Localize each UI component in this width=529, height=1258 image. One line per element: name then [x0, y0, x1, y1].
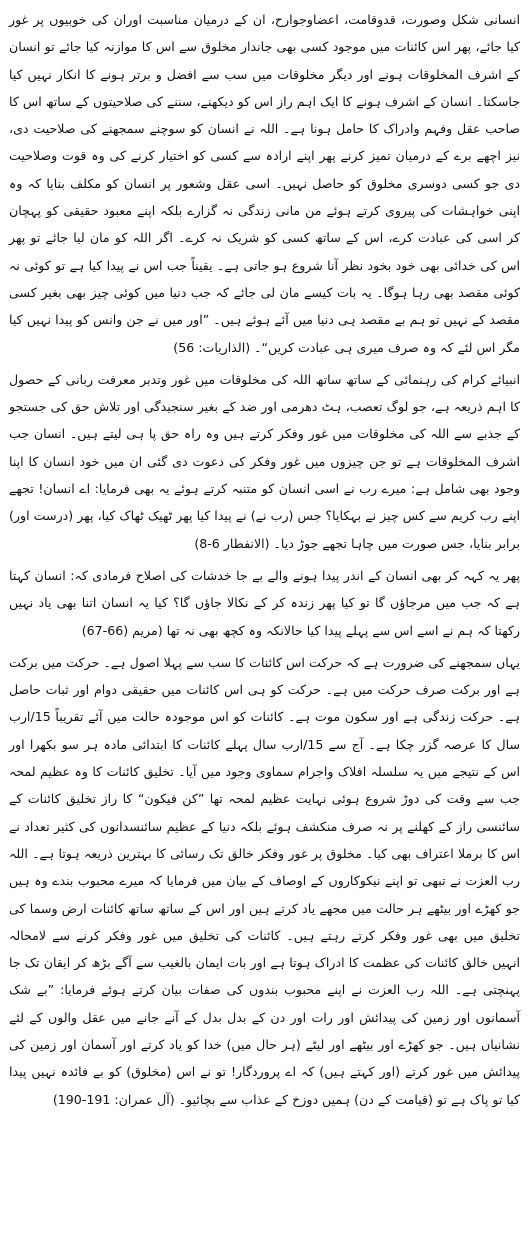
paragraph-prophets-guidance: انبیائے کرام کی رہنمائی کے ساتھ ساتھ اللہ کی مخلوقات میں غور وتدبر معرفت ربانی کے حصول کا اہم ذریعہ ہے، جو لوگ تعصب، ہٹ دھرمی اور ضد کے بغیر سنجیدگی اور تلاش حق کی جستجو کے جذبے سے اللہ کی مخلوقات میں غور وفکر کرتے ہیں وہ راہ حق پا ہی لیتے ہیں۔ انسان جب اشرف المخلوقات ہے تو جن چیزوں میں غور وفکر کی دعوت دی گئی ان میں خود انسان کا اپنا وجود بھی شامل ہے: میرے رب نے اسی انسان کو متنبہ کرتے ہوئے یہ بھی فرمایا: اے انسان! تجھے اپنے رب کریم سے کس چیز نے بہکایا؟ جس (رب نے) نے پیدا کیا پھر ٹھیک ٹھاک کیا، پھر (درست اور) برابر بنایا، جس صورت میں چاہا تجھے جوڑ دیا۔ (الانفطار 6-8): [9, 371, 520, 551]
paragraph-resurrection: پھر یہ کہہ کر بھی انسان کے اندر پیدا ہونے والے بے جا خدشات کی اصلاح فرمادی کہ: انسان کہتا ہے کہ جب میں مرجاؤں گا تو کیا پھر زندہ کر کے نکالا جاؤں گا؟ کیا یہ انسان اتنا بھی یاد نہیں رکھتا کہ ہم نے اسے اس سے پہلے پیدا کیا حالانکہ وہ کچھ بھی نہ تھا (مریم (66-67): [9, 567, 520, 638]
paragraph-motion-universe: یہاں سمجھنے کی ضرورت ہے کہ حرکت اس کائنات کا سب سے پہلا اصول ہے۔ حرکت میں برکت ہے اور برکت صرف حرکت میں ہے۔ حرکت کو ہی اس کائنات میں حقیقی دوام اور ثبات حاصل ہے۔ حرکت زندگی ہے اور سکون موت ہے۔ کائنات کو اس موجودہ حالت میں آئے تقریباً 15/ارب سال کا عرصہ گزر چکا ہے۔ آج سے 15/ارب سال پہلے کائنات کا ابتدائی مادہ ہر سو بکھرا اور اس کے نتیجے میں یہ سلسلہ افلاک واجرام سماوی وجود میں آیا۔ تخلیق کائنات کا وہ عظیم لمحہ جب سے وقت کی دوڑ شروع ہوئی نہایت عظیم لمحہ تھا ”کن فیکون“ کا راز تخلیق کائنات کے سائنسی راز کے کھلنے پر نہ صرف منکشف ہوئے بلکہ دنیا کے عظیم سائنسدانوں کی کثیر تعداد نے اس کا برملا اعتراف بھی کیا۔ مخلوق پر غور وفکر خالق تک رسائی کا بہترین ذریعہ ہوتا ہے۔ اللہ رب العزت نے تبھی تو اپنے نیکوکاروں کے اوصاف کے بیان میں فرمایا کہ میرے محبوب بندے وہ ہیں جو کھڑے اور بیٹھے ہر حالت میں مجھے یاد کرتے ہیں اور اس کے ساتھ ساتھ کائنات ارض وسما کی تخلیق میں بھی غور وفکر کرتے رہتے ہیں۔ کائنات کی تخلیق میں غور وفکر کرنے سے لامحالہ انہیں خالق کائنات کی عظمت کا ادراک ہوتا ہے اور بات ایمان بالغیب سے آگے بڑھ کر ایقان تک جا پہنچتی ہے۔ اللہ رب العزت نے اپنے محبوب بندوں کی صفات بیان کرتے ہوئے فرمایا: ”بے شک آسمانوں اور زمین کی پیدائش اور رات اور دن کے بدل بدل کے آنے جانے میں عقل والوں کے لئے نشانیاں ہیں۔ جو کھڑے اور بیٹھے اور لیٹے (ہر حال میں) خدا کو یاد کرتے اور آسمان اور زمین کی پیدائش میں غور کرتے (اور کہتے ہیں) کہ اے پروردگار! تو نے اس (مخلوق) کو بے فائدہ نہیں پیدا کیا تو پاک ہے تو (قیامت کے دن) ہمیں دوزخ کے عذاب سے بچائیو۔ (آل عمران: 191-190): [9, 654, 520, 1107]
paragraph-creation: انسانی شکل وصورت، قدوقامت، اعضاوجوارح، ان کے درمیان مناسبت اوران کی خوبیوں پر غور کیا جائے، پھر اس کائنات میں موجود کسی بھی جاندار مخلوق سے اس کا موازنہ کیا جائے تو انسان کے اشرف المخلوقات ہونے اور دیگر مخلوقات میں سب سے افضل و برتر ہونے کا انکار نہیں کیا جاسکتا۔ انسان کے اشرف ہونے کا ایک اہم راز اس کو دیکھنے، سننے کی صلاحیتوں کے ساتھ اس کا صاحب عقل وفہم وادراک کا حامل ہونا ہے۔ اللہ نے انسان کو سوچنے سمجھنے کی صلاحیت دی، نیز اچھے برے کے درمیان تمیز کرنے پھر اپنے ارادہ سے کسی کو اختیار کرنے کی وہ قوت وصلاحیت دی جو کسی دوسری مخلوق کو حاصل نہیں۔ اسی عقل وشعور پر انسان کو مکلف بنایا کہ وہ اپنی خواہشات کی پیروی کرتے ہوئے من مانی زندگی نہ گزارے بلکہ اپنے معبود حقیقی کو پہچان کر اسی کی عبادت کرے، اس کے ساتھ کسی کو شریک نہ کرے۔ اگر اللہ کو مان لیا جائے تو پھر اس کی خدائی بھی خود بخود نظر آنا شروع ہو جاتی ہے۔ یقیناً جب اس نے پیدا کیا ہے تو کوئی نہ کوئی مقصد بھی رہا ہوگا۔ یہ بات کیسے مان لی جائے کہ جب دنیا میں کوئی چیز بھی بغیر کسی مقصد کے نہیں تو ہم بے مقصد ہی دنیا میں آئے ہوئے ہیں۔ ”اور میں نے جن وانس کو پیدا نہیں کیا مگر اس لئے کہ وہ صرف میری ہی عبادت کریں“۔ (الذاریات: 56): [9, 12, 520, 355]
